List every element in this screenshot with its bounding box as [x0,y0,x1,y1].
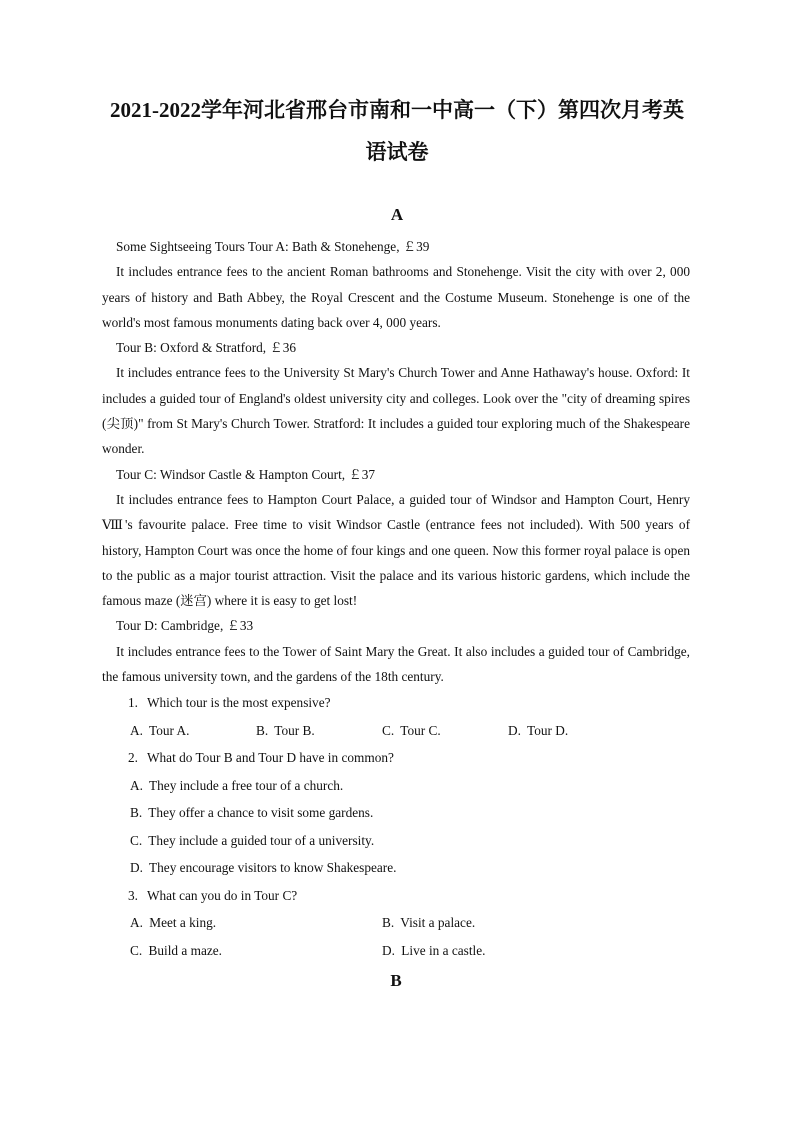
option-text: Tour A. [149,722,190,738]
question-3-options [102,909,690,964]
option-letter: D. [130,860,143,876]
option-text: Tour D. [527,722,569,738]
option-c [130,827,690,855]
option-letter: B. [130,805,143,821]
tour-a-title: Some Sightseeing Tours Tour A: Bath & Stonehenge, ￡39 [116,239,430,254]
option-a [130,772,690,800]
option-text: They include a guided tour of a university. [148,832,375,848]
option-text: Tour C. [400,722,441,738]
option-text: They encourage visitors to know Shakespeare. [149,860,397,876]
section-a-heading: A [390,205,404,224]
option-text: They offer a chance to visit some gardens. [148,805,374,821]
option-letter: C. [130,832,143,848]
exam-title-line-2: 语试卷 [365,140,429,164]
section-b-heading: B [390,971,402,991]
option-b [130,799,690,827]
option-b [382,909,634,937]
option-letter: A. [130,777,143,793]
option-a [130,717,256,745]
option-a [130,909,382,937]
option-text: Live in a castle. [401,942,486,958]
option-c [382,717,508,745]
question-text: What do Tour B and Tour D have in common? [146,750,394,766]
tour-a-description: It includes entrance fees to the ancient Roman bathrooms and Stonehenge. Visit the city with over 2, 000 years of history and Bath Abbey, the Royal Crescent and the Costume Museum. Stonehenge is one of the world's most famous monuments dating back over 4, 000 years. [102,264,690,330]
exam-title-line-1: 2021-2022学年河北省邢台市南和一中高一（下）第四次月考英 [110,98,684,122]
option-letter: C. [382,722,395,738]
tour-b-description: It includes entrance fees to the University St Mary's Church Tower and Anne Hathaway's house. Oxford: It includes a guided tour of England's oldest university city and colleges. Look over the "city of dreaming spires (尖顶)" from St Mary's Church Tower. Stratford: It includes a guided tour exploring much of the Shakespeare wonder. [102,365,690,457]
option-letter: D. [382,942,395,958]
option-c [130,937,382,965]
option-b [256,717,382,745]
option-d [508,717,634,745]
tour-d-description: It includes entrance fees to the Tower of Saint Mary the Great. It also includes a guided tour of Cambridge, the famous university town, and the gardens of the 18th century. [102,643,690,685]
option-text: Visit a palace. [400,915,476,931]
tour-b-title: Tour B: Oxford & Stratford, ￡36 [116,340,297,356]
exam-title [0,89,794,173]
option-text: They include a free tour of a church. [149,777,344,793]
option-text: Meet a king. [149,915,217,931]
option-text: Build a maze. [148,942,223,958]
question-1 [102,689,690,717]
option-letter: C. [130,942,143,958]
option-d [382,937,634,965]
question-1-options [102,717,690,745]
question-text: What can you do in Tour C? [146,887,298,903]
section-a-content [102,234,690,993]
option-letter: B. [256,722,269,738]
question-number: 2. [128,750,138,766]
tour-d-title: Tour D: Cambridge, ￡33 [116,618,254,634]
question-3 [102,882,690,910]
option-letter: A. [130,915,143,931]
option-letter: B. [382,915,395,931]
tour-c-title: Tour C: Windsor Castle & Hampton Court, ￡37 [116,466,376,482]
question-2-options [102,772,690,882]
question-2 [102,744,690,772]
question-text: Which tour is the most expensive? [146,695,331,711]
question-number: 1. [128,695,138,711]
question-number: 3. [128,887,138,903]
option-text: Tour B. [274,722,315,738]
option-letter: D. [508,722,521,738]
tour-c-description: It includes entrance fees to Hampton Court Palace, a guided tour of Windsor and Hampton Court, Henry Ⅷ's favourite palace. Free time to visit Windsor Castle (entrance fees not included). With 500 years of history, Hampton Court was once the home of four kings and one queen. Now this former royal palace is open to the public as a major tourist attraction. Visit the palace and its various historic gardens, which include the famous maze (迷宫) where it is easy to get lost! [102,491,690,609]
option-letter: A. [130,722,143,738]
option-d [130,854,690,882]
